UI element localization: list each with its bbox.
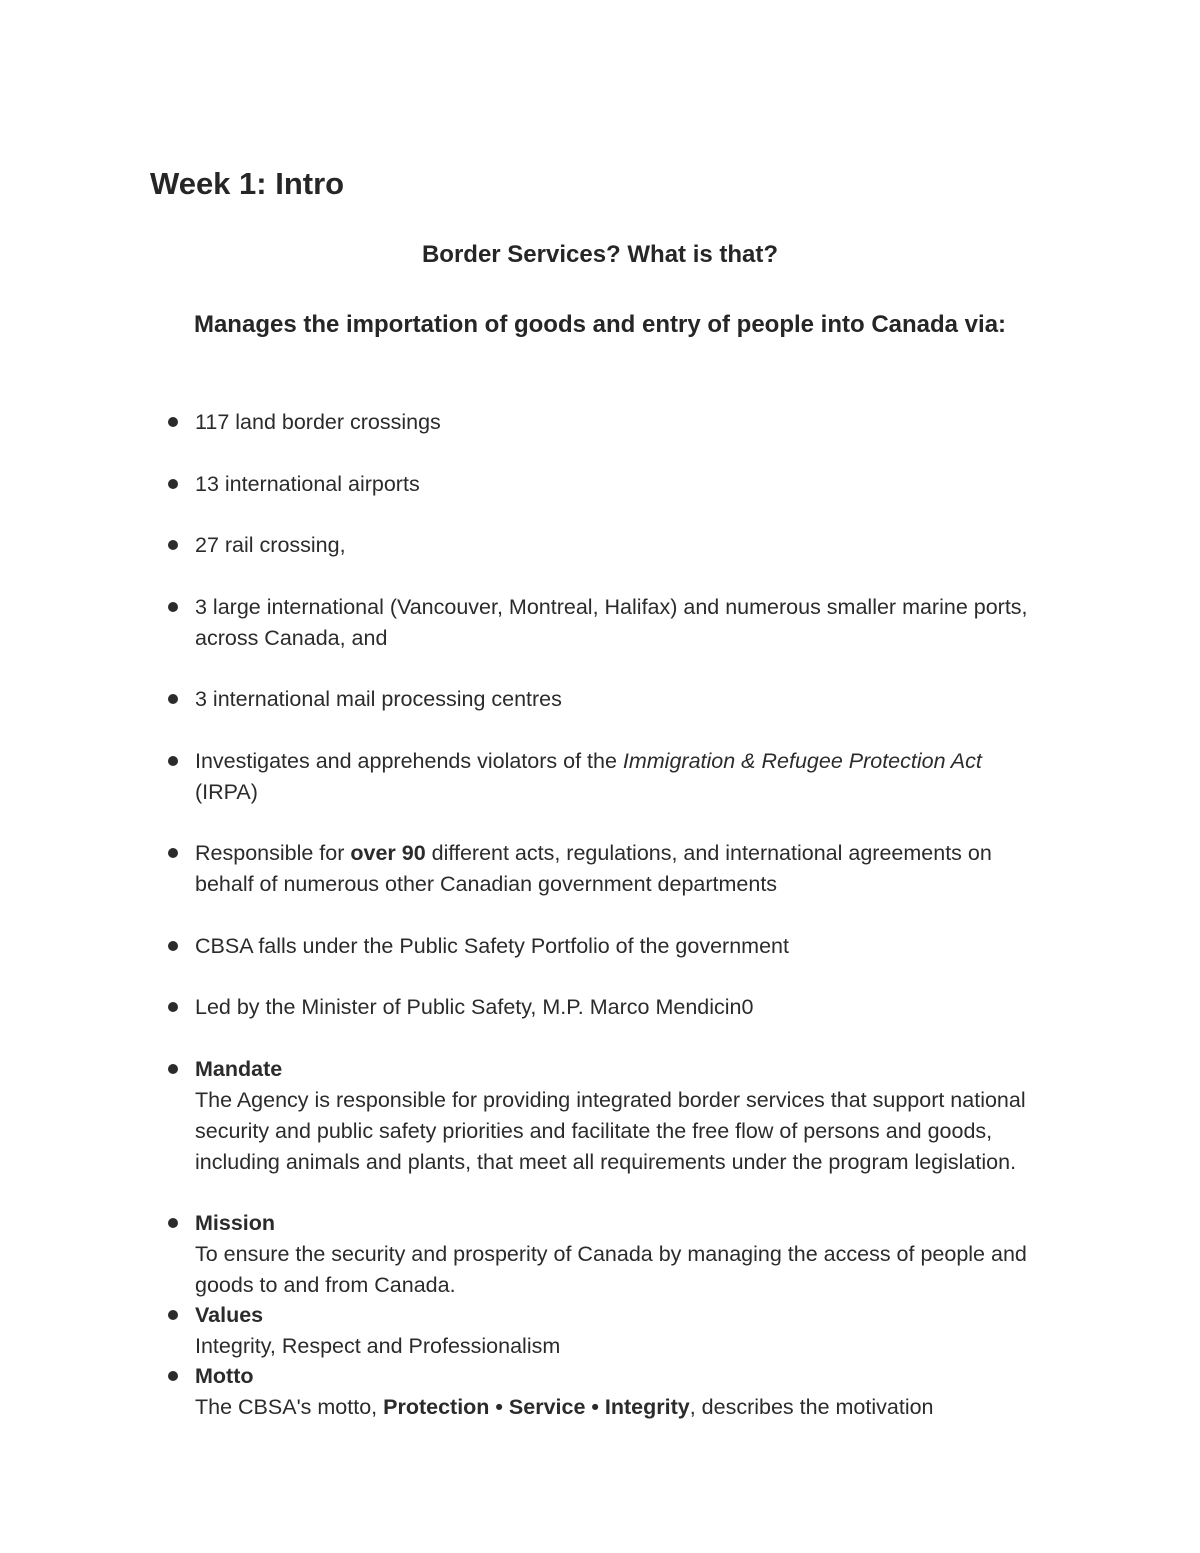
bullet-icon <box>168 1310 178 1320</box>
act-name: Immigration & Refugee Protection Act <box>622 749 982 773</box>
motto-emphasis: Protection • Service • Integrity <box>383 1395 690 1419</box>
values-body: Integrity, Respect and Professionalism <box>195 1334 561 1358</box>
list-item-text <box>195 746 1050 808</box>
bullet-icon <box>168 941 178 951</box>
bullet-icon <box>168 1218 178 1228</box>
emphasis: over 90 <box>350 841 426 865</box>
list-item-mission <box>150 1208 1050 1301</box>
text-run: The CBSA's motto, <box>195 1395 384 1419</box>
bullet-icon <box>168 1371 178 1381</box>
bullet-icon <box>168 417 178 427</box>
text-run: Responsible for <box>195 841 351 865</box>
list-item <box>150 931 1050 962</box>
bullet-icon <box>168 1064 178 1074</box>
mission-heading: Mission <box>195 1211 276 1235</box>
mandate-heading: Mandate <box>195 1057 283 1081</box>
section-subheading: Manages the importation of goods and entry of people into Canada via: <box>193 311 1007 338</box>
list-item <box>150 838 1050 900</box>
list-item <box>150 746 1050 808</box>
text-run: different acts, regulations, and international agreements on behalf of numerous other Canadian government departments <box>195 841 992 896</box>
text-run: (IRPA) <box>195 780 258 804</box>
list-item <box>150 684 1050 715</box>
list-item-text: 3 international mail processing centres <box>195 687 562 711</box>
mission-body: To ensure the security and prosperity of Canada by managing the access of people and goods to and from Canada. <box>195 1242 1027 1297</box>
bullet-icon <box>168 479 178 489</box>
list-item-motto <box>150 1361 1050 1423</box>
list-item <box>150 407 1050 438</box>
list-item-text: CBSA falls under the Public Safety Portfolio of the government <box>195 934 789 958</box>
list-item-text: 27 rail crossing, <box>195 533 346 557</box>
list-item-text <box>195 838 1050 900</box>
bullet-icon <box>168 602 178 612</box>
page-title: Week 1: Intro <box>150 166 345 201</box>
motto-heading: Motto <box>195 1364 254 1388</box>
list-item-values <box>150 1300 1050 1362</box>
list-item <box>150 592 1050 654</box>
list-item-text: 3 large international (Vancouver, Montreal, Halifax) and numerous smaller marine ports, across Canada, and <box>195 595 1028 650</box>
list-item <box>150 469 1050 500</box>
list-item <box>150 992 1050 1023</box>
section-heading: Border Services? What is that? <box>421 241 779 268</box>
values-heading: Values <box>195 1303 264 1327</box>
bullet-icon <box>168 756 178 766</box>
bullet-icon <box>168 540 178 550</box>
text-run: Investigates and apprehends violators of the <box>195 749 623 773</box>
list-item-text: 117 land border crossings <box>195 410 441 434</box>
list-item-mandate <box>150 1054 1050 1178</box>
list-item-text: 13 international airports <box>195 472 420 496</box>
bullet-icon <box>168 1002 178 1012</box>
bullet-icon <box>168 848 178 858</box>
list-item-text: Led by the Minister of Public Safety, M.P. Marco Mendicin0 <box>195 995 754 1019</box>
motto-body <box>195 1392 1050 1423</box>
bullet-icon <box>168 694 178 704</box>
mandate-body: The Agency is responsible for providing integrated border services that support national security and public safety priorities and facilitate the free flow of persons and goods, including animals and plants, that meet all requirements under the program legislation. <box>195 1088 1026 1174</box>
list-item <box>150 530 1050 561</box>
text-run: , describes the motivation <box>689 1395 934 1419</box>
